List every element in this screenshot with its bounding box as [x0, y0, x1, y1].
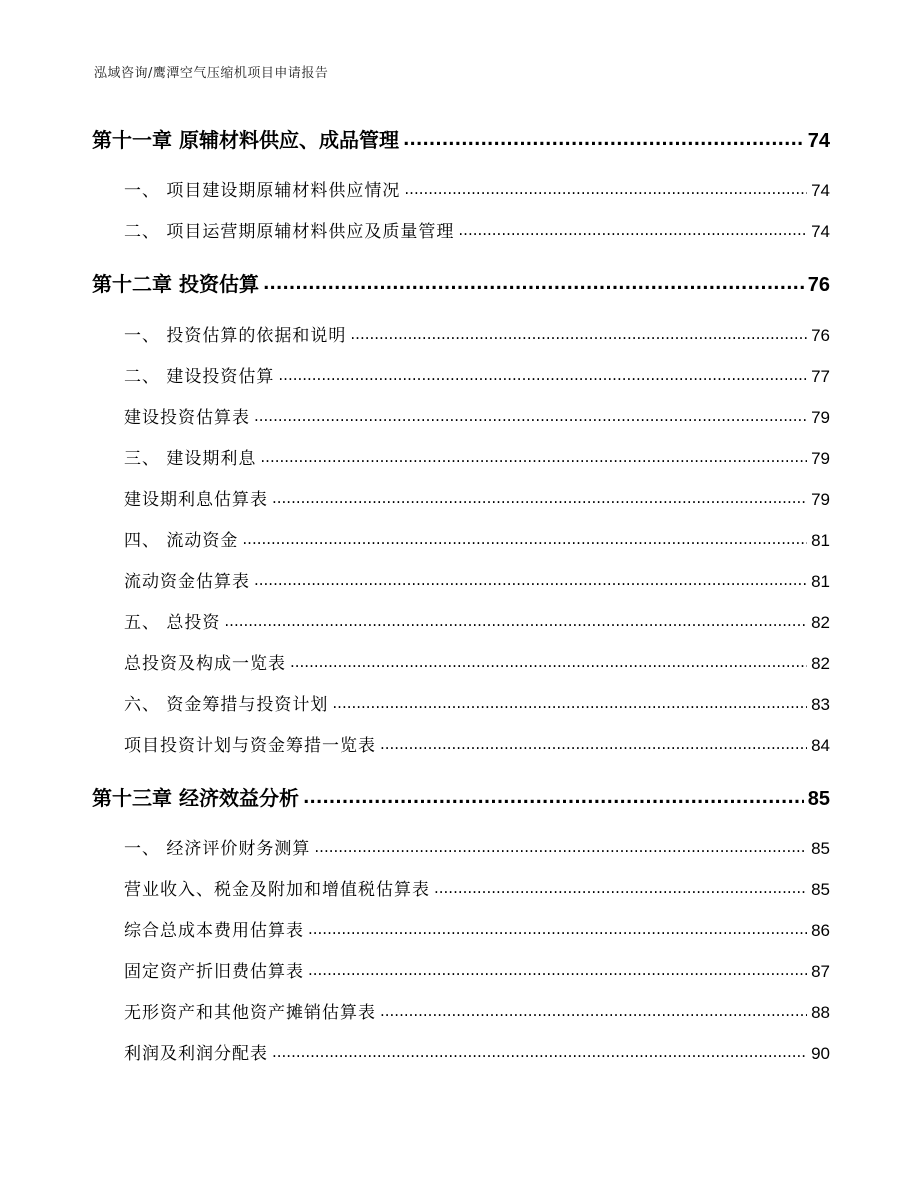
toc-section-entry[interactable]	[92, 998, 830, 1023]
toc-page-number: 90	[811, 1044, 830, 1063]
toc-section-entry[interactable]	[92, 875, 830, 900]
toc-page-number: 86	[811, 921, 830, 940]
toc-dot-leader	[254, 406, 807, 423]
toc-page-number: 83	[811, 695, 830, 714]
toc-section-entry[interactable]	[92, 957, 830, 982]
toc-dot-leader	[290, 652, 807, 669]
toc-page-number: 88	[811, 1003, 830, 1022]
toc-dot-leader	[404, 179, 807, 196]
toc-page-number: 79	[811, 408, 830, 427]
toc-dot-leader	[380, 1001, 807, 1018]
toc-dot-leader	[403, 126, 804, 146]
toc-entry-title: 一、 项目建设期原辅材料供应情况	[124, 181, 401, 201]
toc-section-entry[interactable]	[92, 403, 830, 428]
toc-entry-title: 二、 项目运营期原辅材料供应及质量管理	[124, 222, 455, 242]
toc-section-entry[interactable]	[92, 834, 830, 859]
toc-entry-title: 一、 投资估算的依据和说明	[124, 326, 347, 346]
toc-entry-title: 六、 资金筹措与投资计划	[124, 695, 329, 715]
toc-entry-title: 三、 建设期利息	[124, 449, 257, 469]
toc-page-number: 76	[807, 274, 830, 296]
toc-section-entry[interactable]	[92, 649, 830, 674]
toc-page-number: 87	[811, 962, 830, 981]
toc-dot-leader	[272, 488, 807, 505]
toc-dot-leader	[308, 960, 807, 977]
toc-chapter-entry[interactable]	[92, 782, 830, 811]
toc-section-entry[interactable]	[92, 526, 830, 551]
toc-dot-leader	[272, 1042, 807, 1059]
toc-page-number: 85	[807, 788, 830, 810]
toc-section-entry[interactable]	[92, 608, 830, 633]
toc-entry-title: 第十二章 投资估算	[92, 272, 259, 296]
toc-page-number: 76	[811, 326, 830, 345]
toc-dot-leader	[458, 220, 807, 237]
toc-page-number: 74	[811, 222, 830, 241]
toc-page-number: 79	[811, 490, 830, 509]
toc-page-number: 85	[811, 839, 830, 858]
toc-section-entry[interactable]	[92, 444, 830, 469]
header-rule	[92, 92, 830, 93]
toc-page-number: 77	[811, 367, 830, 386]
toc-section-entry[interactable]	[92, 690, 830, 715]
toc-entry-title: 第十一章 原辅材料供应、成品管理	[92, 128, 399, 152]
toc-section-entry[interactable]	[92, 567, 830, 592]
toc-entry-title: 五、 总投资	[124, 613, 221, 633]
toc-chapter-entry[interactable]	[92, 268, 830, 297]
toc-section-entry[interactable]	[92, 485, 830, 510]
toc-entry-title: 营业收入、税金及附加和增值税估算表	[124, 880, 430, 900]
toc-dot-leader	[242, 529, 807, 546]
toc-entry-title: 二、 建设投资估算	[124, 367, 275, 387]
toc-dot-leader	[254, 570, 807, 587]
toc-section-entry[interactable]	[92, 916, 830, 941]
toc-page-number: 74	[807, 130, 830, 152]
toc-dot-leader	[314, 837, 807, 854]
toc-page-number: 82	[811, 654, 830, 673]
toc-entry-title: 总投资及构成一览表	[124, 654, 286, 674]
toc-section-entry[interactable]	[92, 731, 830, 756]
toc-section-entry[interactable]	[92, 176, 830, 201]
toc-section-entry[interactable]	[92, 1039, 830, 1064]
toc-chapter-entry[interactable]	[92, 124, 830, 153]
toc-dot-leader	[224, 611, 807, 628]
toc-entry-title: 无形资产和其他资产摊销估算表	[124, 1003, 376, 1023]
toc-page-number: 82	[811, 613, 830, 632]
toc-entry-title: 建设期利息估算表	[124, 490, 268, 510]
toc-entry-title: 利润及利润分配表	[124, 1044, 268, 1064]
toc-entry-title: 建设投资估算表	[124, 408, 250, 428]
toc-dot-leader	[303, 784, 804, 804]
toc-page-number: 81	[811, 531, 830, 550]
page-header: 泓域咨询/鹰潭空气压缩机项目申请报告	[94, 66, 329, 81]
toc-entry-title: 综合总成本费用估算表	[124, 921, 304, 941]
toc-dot-leader	[434, 878, 807, 895]
toc-page-number: 81	[811, 572, 830, 591]
toc-section-entry[interactable]	[92, 362, 830, 387]
toc-entry-title: 固定资产折旧费估算表	[124, 962, 304, 982]
toc-dot-leader	[308, 919, 807, 936]
toc-dot-leader	[332, 693, 807, 710]
toc-section-entry[interactable]	[92, 217, 830, 242]
toc-page-number: 84	[811, 736, 830, 755]
toc-section-entry[interactable]	[92, 321, 830, 346]
toc-dot-leader	[263, 270, 804, 290]
toc-entry-title: 流动资金估算表	[124, 572, 250, 592]
toc-dot-leader	[278, 365, 807, 382]
toc-dot-leader	[380, 734, 807, 751]
toc-entry-title: 第十三章 经济效益分析	[92, 786, 299, 810]
toc-dot-leader	[260, 447, 807, 464]
toc-page-number: 85	[811, 880, 830, 899]
toc-entry-title: 项目投资计划与资金筹措一览表	[124, 736, 376, 756]
toc-dot-leader	[350, 324, 807, 341]
toc-entry-title: 四、 流动资金	[124, 531, 239, 551]
toc-entry-title: 一、 经济评价财务测算	[124, 839, 311, 859]
toc-page-number: 74	[811, 181, 830, 200]
toc-page-number: 79	[811, 449, 830, 468]
